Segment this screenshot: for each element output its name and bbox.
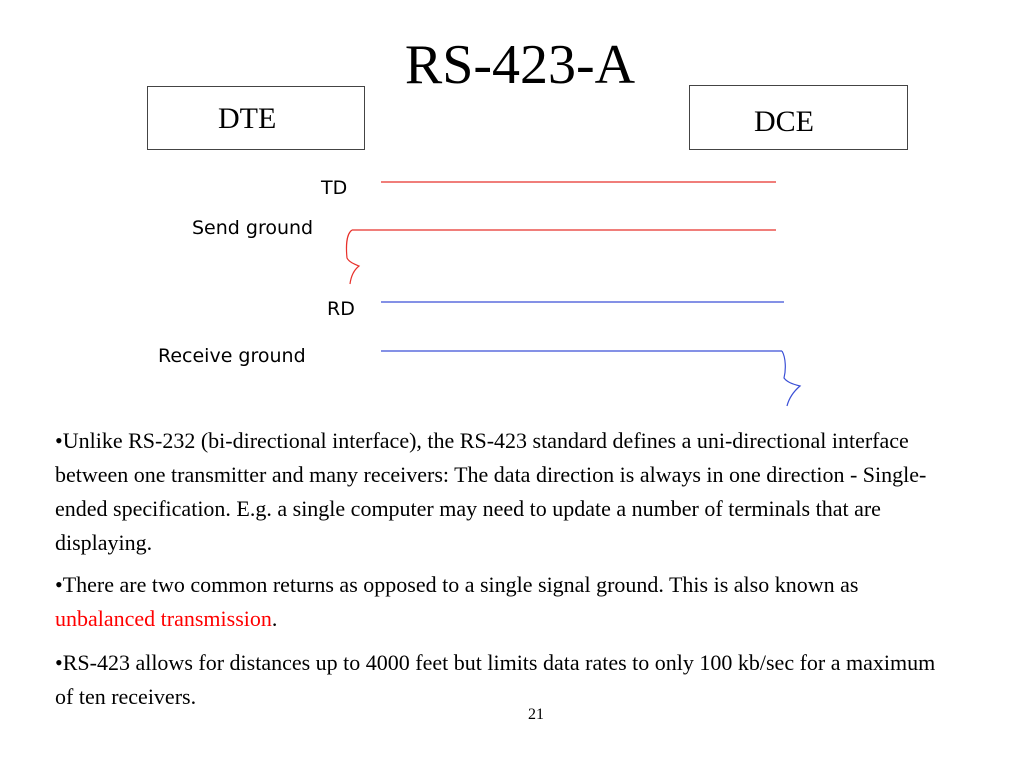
- bullet-2-text: •There are two common returns as opposed to a single signal ground. This is also known as: [55, 572, 859, 597]
- bullet-2-highlight: unbalanced transmission: [55, 606, 272, 631]
- bullet-2-end: .: [271, 606, 278, 631]
- td-label: TD: [321, 177, 348, 199]
- slide-title: RS-423-A: [404, 34, 636, 96]
- receive-ground-brace: [782, 351, 800, 406]
- receive-ground-label: Receive ground: [158, 345, 306, 367]
- bullet-list: [55, 424, 950, 722]
- send-ground-brace: [347, 230, 359, 284]
- rd-label: RD: [327, 298, 355, 320]
- bullet-2: [55, 568, 950, 636]
- send-ground-label: Send ground: [192, 217, 314, 239]
- bullet-1: •Unlike RS-232 (bi-directional interface), the RS-423 standard defines a uni-directional interface between one transmitter and many receivers: The data direction is always in one direction - Single-ended specification. E.g. a single computer may need to update a number of terminals that are displaying.: [55, 428, 927, 555]
- dte-label: DTE: [218, 102, 277, 135]
- bullet-3: •RS-423 allows for distances up to 4000 feet but limits data rates to only 100 kb/sec for a maximum of ten receivers.: [55, 650, 936, 709]
- page-number: 21: [528, 706, 544, 723]
- dce-label: DCE: [754, 105, 814, 138]
